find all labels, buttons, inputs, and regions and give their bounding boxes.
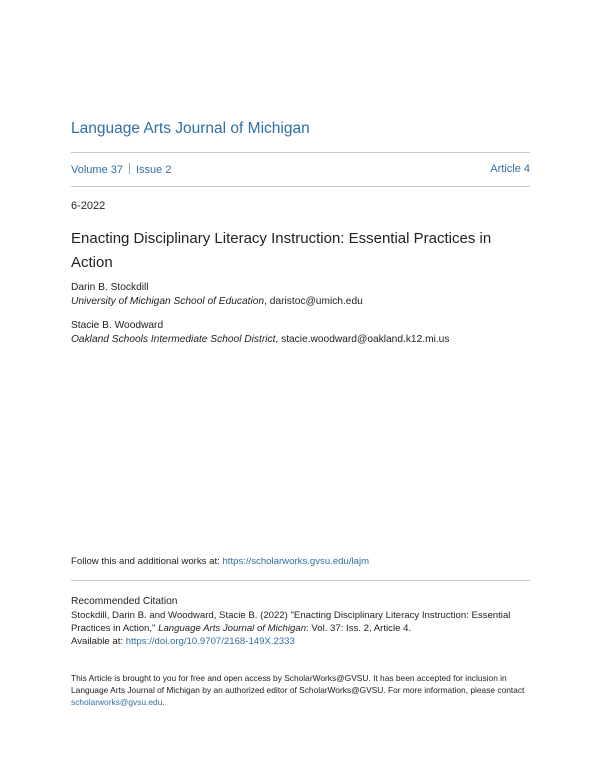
paper-title: Enacting Disciplinary Literacy Instruction: Essential Practices in Action: [71, 230, 492, 271]
author-name: Stacie B. Woodward: [71, 320, 164, 331]
citation-line-2: [71, 622, 541, 635]
citation-line-2-end: : Vol. 37: Iss. 2, Article 4.: [306, 623, 412, 634]
footer-text: This Article is brought to you for free and open access by ScholarWorks@GVSU. It has been accepted for inclusion in Language Arts Journal of Michigan by an authorized editor of ScholarWorks@GVSU. For more information, please contact: [71, 673, 525, 695]
issue-row: [71, 163, 530, 176]
follow-text: Follow this and additional works at:: [71, 556, 223, 567]
contact-email-link[interactable]: scholarworks@gvsu.edu: [71, 697, 163, 707]
author-name: Darin B. Stockdill: [71, 282, 149, 293]
divider-top: [71, 152, 530, 153]
author-affiliation: University of Michigan School of Education: [71, 296, 265, 307]
author-email: daristoc@umich.edu: [269, 296, 363, 307]
follow-link[interactable]: https://scholarworks.gvsu.edu/lajm: [222, 556, 370, 567]
citation-line-3: [71, 635, 541, 648]
publication-date: 6-2022: [71, 200, 106, 212]
issue-link[interactable]: Issue 2: [135, 164, 172, 176]
separator: [129, 163, 130, 174]
author-affiliation-line: Oakland Schools Intermediate School District, stacie.woodward@oakland.k12.mi.us: [71, 334, 450, 345]
divider-bottom: [71, 186, 530, 187]
citation-text: [71, 609, 541, 648]
author-affiliation-line: University of Michigan School of Education, daristoc@umich.edu: [71, 296, 363, 307]
author-affiliation: Oakland Schools Intermediate School District: [71, 334, 276, 345]
divider-citation: [71, 580, 530, 581]
citation-line-2-start: Practices in Action,": [71, 623, 159, 634]
citation-journal-name: Language Arts Journal of Michigan: [158, 623, 307, 634]
volume-link[interactable]: Volume 37: [71, 164, 123, 176]
follow-line: [71, 556, 369, 567]
doi-link[interactable]: https://doi.org/10.9707/2168-149X.2333: [125, 636, 295, 647]
footer-note: [71, 672, 541, 708]
citation-line-1: Stockdill, Darin B. and Woodward, Stacie B. (2022) "Enacting Disciplinary Literacy Instruction: Essential: [71, 610, 511, 621]
available-label: Available at:: [71, 636, 126, 647]
author-email: stacie.woodward@oakland.k12.mi.us: [281, 334, 450, 345]
footer-end: .: [162, 697, 165, 707]
journal-title-link[interactable]: Language Arts Journal of Michigan: [71, 120, 310, 137]
article-link[interactable]: Article 4: [490, 163, 530, 175]
recommended-citation-heading: Recommended Citation: [71, 596, 178, 607]
